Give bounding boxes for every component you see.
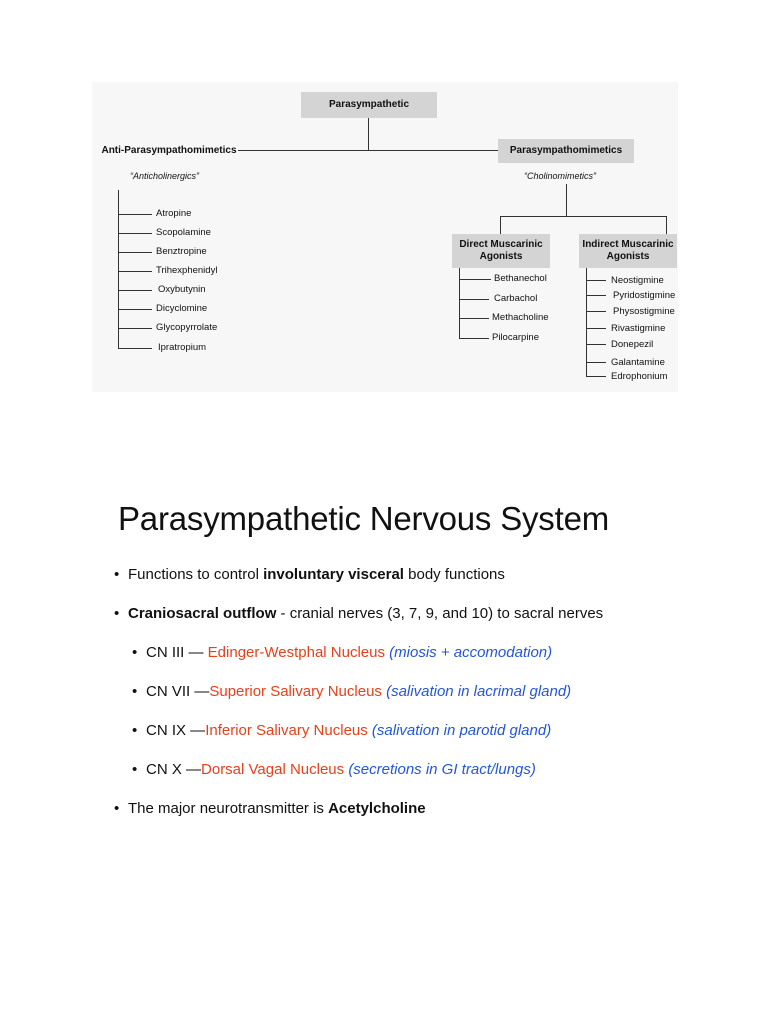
- connector: [586, 376, 606, 377]
- text: - cranial nerves (3, 7, 9, and 10) to sacral nerves: [276, 605, 604, 622]
- bullet-dot: •: [132, 683, 138, 700]
- bullet-dot: •: [132, 644, 138, 661]
- sub-bullet-cn7: [132, 683, 571, 700]
- bullet-neurotransmitter: [114, 800, 426, 817]
- direct-label-line2: Agonists: [479, 251, 523, 262]
- text: Functions to control: [128, 566, 264, 583]
- connector: [118, 233, 152, 234]
- connector: [500, 216, 501, 234]
- cn-label: CN IX —: [146, 722, 206, 739]
- drug-carbachol: Carbachol: [494, 293, 538, 304]
- connector: [666, 216, 667, 234]
- connector: [500, 216, 666, 217]
- drug-methacholine: Methacholine: [492, 312, 549, 323]
- drug-edrophonium: Edrophonium: [611, 371, 668, 382]
- connector: [118, 290, 152, 291]
- drug-physostigmine: Physostigmine: [613, 306, 675, 317]
- drug-glycopyrrolate: Glycopyrrolate: [156, 322, 218, 333]
- bullet-dot: •: [114, 800, 120, 817]
- nucleus-name: Edinger-Westphal Nucleus: [207, 644, 385, 661]
- drug-ipratropium: Ipratropium: [158, 342, 207, 353]
- nucleus-name: Inferior Salivary Nucleus: [205, 722, 368, 739]
- bullet-functions: [114, 566, 505, 583]
- direct-muscarinic-agonists-node: [452, 234, 550, 268]
- bold-text: Craniosacral outflow: [128, 605, 277, 622]
- connector: [118, 328, 152, 329]
- cn-label: CN III —: [146, 644, 208, 661]
- drug-benztropine: Benztropine: [156, 246, 207, 257]
- connector: [586, 280, 606, 281]
- connector: [459, 338, 489, 339]
- drug-bethanechol: Bethanechol: [494, 273, 547, 284]
- text: The major neurotransmitter is: [128, 800, 329, 817]
- sub-bullet-cn9: [132, 722, 551, 739]
- bullet-dot: •: [132, 761, 138, 778]
- connector: [118, 252, 152, 253]
- drug-rivastigmine: Rivastigmine: [611, 323, 666, 334]
- connector: [586, 311, 606, 312]
- bullet-craniosacral: [114, 605, 603, 622]
- slide-title: Parasympathetic Nervous System: [118, 500, 610, 537]
- bullet-dot: •: [114, 605, 120, 622]
- classification-diagram-slide: [92, 82, 678, 392]
- indirect-label-line1: Indirect Muscarinic: [582, 239, 674, 250]
- connector: [566, 184, 567, 216]
- indirect-muscarinic-agonists-node: [579, 234, 677, 268]
- drug-dicyclomine: Dicyclomine: [156, 303, 208, 314]
- connector: [586, 328, 606, 329]
- nucleus-name: Superior Salivary Nucleus: [209, 683, 382, 700]
- bullet-dot: •: [132, 722, 138, 739]
- direct-label-line1: Direct Muscarinic: [459, 239, 543, 250]
- nucleus-name: Dorsal Vagal Nucleus: [201, 761, 345, 778]
- connector: [238, 150, 498, 151]
- drug-atropine: Atropine: [156, 208, 192, 219]
- connector: [118, 214, 152, 215]
- anti-parasympathomimetics-node: Anti-Parasympathomimetics: [101, 145, 237, 156]
- effect-note: (salivation in lacrimal gland): [386, 683, 572, 700]
- connector: [586, 268, 587, 376]
- connector: [586, 295, 606, 296]
- drug-trihexphenidyl: Trihexphenidyl: [156, 265, 218, 276]
- drug-galantamine: Galantamine: [611, 357, 665, 368]
- connector: [368, 118, 369, 150]
- drug-scopolamine: Scopolamine: [156, 227, 211, 238]
- drug-donepezil: Donepezil: [611, 339, 654, 350]
- connector: [459, 299, 489, 300]
- connector: [459, 318, 489, 319]
- root-node: Parasympathetic: [301, 92, 437, 118]
- connector: [118, 271, 152, 272]
- indirect-label-line2: Agonists: [606, 251, 650, 262]
- connector: [586, 344, 606, 345]
- connector: [118, 348, 152, 349]
- drug-pyridostigmine: Pyridostigmine: [613, 290, 676, 301]
- sub-bullet-cn10: [132, 761, 536, 778]
- cholinomimetics-note: “Cholinomimetics”: [524, 171, 597, 181]
- parasympathomimetics-node: Parasympathomimetics: [498, 139, 634, 163]
- connector: [118, 309, 152, 310]
- cn-label: CN X —: [146, 761, 202, 778]
- text: body functions: [403, 566, 505, 583]
- bold-text: involuntary visceral: [263, 566, 404, 583]
- cn-label: CN VII —: [146, 683, 210, 700]
- drug-oxybutynin: Oxybutynin: [158, 284, 206, 295]
- bold-text: Acetylcholine: [328, 800, 426, 817]
- anticholinergics-note: “Anticholinergics”: [130, 171, 200, 181]
- drug-pilocarpine: Pilocarpine: [492, 332, 539, 343]
- effect-note: (salivation in parotid gland): [371, 722, 552, 739]
- connector: [459, 279, 491, 280]
- effect-note: (secretions in GI tract/lungs): [348, 761, 536, 778]
- sub-bullet-cn3: [132, 644, 552, 661]
- connector: [586, 362, 606, 363]
- parasympathetic-nervous-system-slide: [92, 488, 678, 824]
- bullet-dot: •: [114, 566, 120, 583]
- effect-note: (miosis + accomodation): [389, 644, 553, 661]
- drug-neostigmine: Neostigmine: [611, 275, 664, 286]
